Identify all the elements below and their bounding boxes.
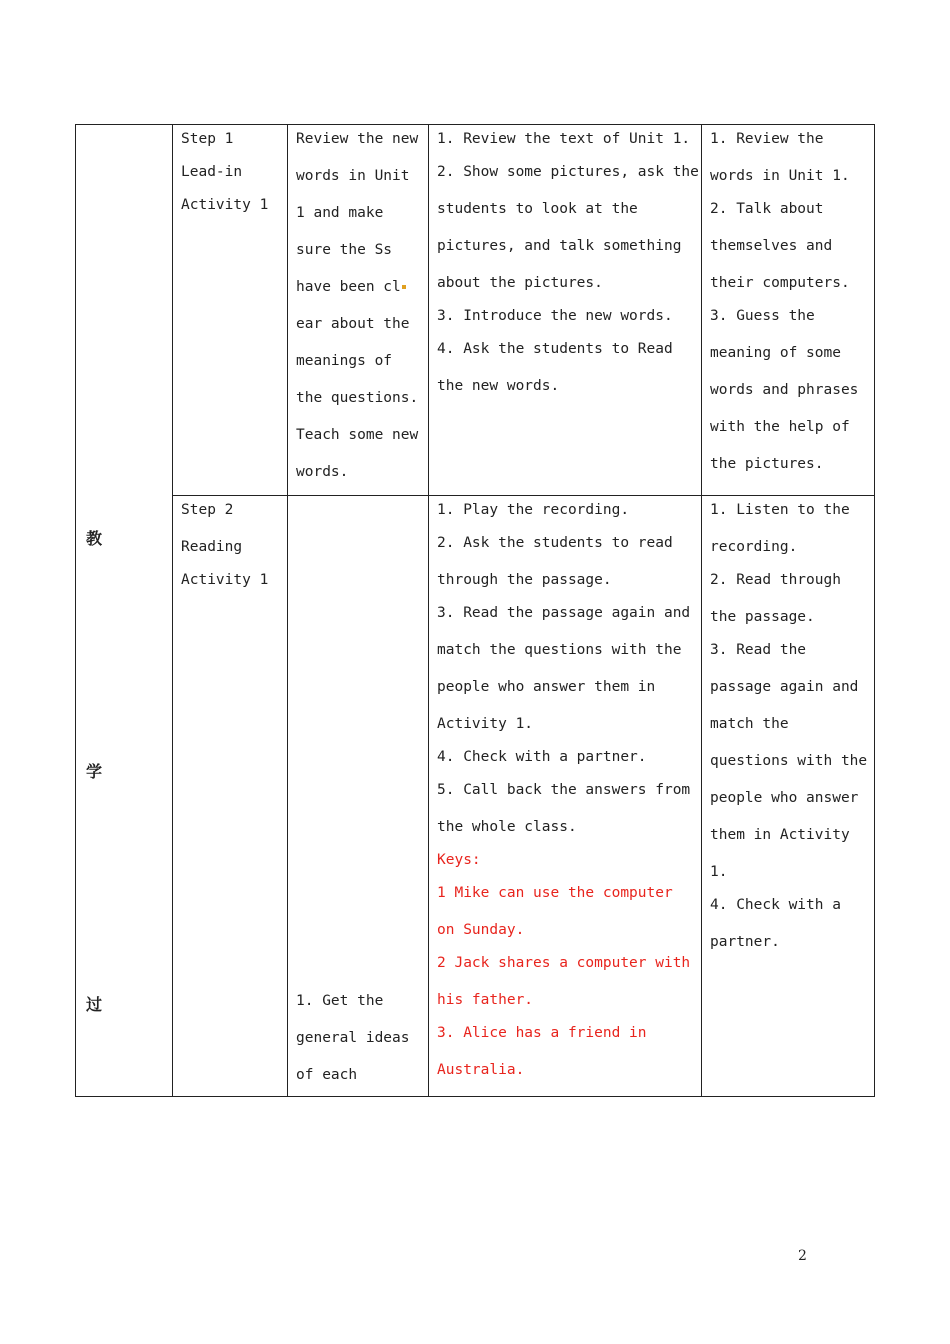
teacher-line: 2. Ask the students to read xyxy=(437,535,673,551)
aims-line: Teach some new xyxy=(296,427,419,443)
students-line: passage again and xyxy=(710,679,859,695)
teacher-line: pictures, and talk something xyxy=(437,238,682,254)
students-line: 1. Review the xyxy=(710,131,824,147)
side-label: 学 xyxy=(86,762,103,781)
column-divider xyxy=(701,125,702,1096)
column-divider xyxy=(287,125,288,1096)
step1-step-cell xyxy=(181,121,268,224)
students-line: 1. Listen to the xyxy=(710,502,850,518)
teacher-line: 1. Play the recording. xyxy=(437,502,630,518)
students-line: 3. Read the xyxy=(710,642,807,658)
aims-line: sure the Ss xyxy=(296,242,393,258)
key-line: 3. Alice has a friend in xyxy=(437,1025,647,1041)
students-line: them in Activity xyxy=(710,827,850,843)
students-line: 4. Check with a xyxy=(710,897,841,913)
step-title: Step 1 xyxy=(181,131,234,147)
step-title: Step 2 xyxy=(181,502,234,518)
step1-students-cell xyxy=(710,121,858,483)
aims-line: 1. Get the xyxy=(296,993,384,1009)
aims-line: words. xyxy=(296,464,349,480)
teacher-line: about the pictures. xyxy=(437,275,603,291)
students-line: 2. Read through xyxy=(710,572,841,588)
students-line: partner. xyxy=(710,934,780,950)
step2-step-cell xyxy=(181,492,268,599)
key-line: 2 Jack shares a computer with xyxy=(437,955,691,971)
aims-line: Review the new xyxy=(296,131,419,147)
students-line: 1. xyxy=(710,864,728,880)
students-line: the passage. xyxy=(710,609,815,625)
marker-dot xyxy=(402,285,406,289)
step2-aims-cell xyxy=(296,983,410,1094)
step-activity: Activity 1 xyxy=(181,197,269,213)
step2-teacher-cell xyxy=(437,492,690,1089)
aims-line: of each xyxy=(296,1067,358,1083)
teacher-line: students to look at the xyxy=(437,201,638,217)
teacher-line: 5. Call back the answers from xyxy=(437,782,691,798)
teacher-line: 4. Check with a partner. xyxy=(437,749,647,765)
students-line: 2. Talk about xyxy=(710,201,824,217)
aims-line: words in Unit xyxy=(296,168,410,184)
side-label: 教 xyxy=(86,529,103,548)
students-line: words in Unit 1. xyxy=(710,168,850,184)
aims-line xyxy=(296,269,418,306)
keys-heading: Keys: xyxy=(437,852,481,868)
students-line: their computers. xyxy=(710,275,850,291)
teacher-line: Activity 1. xyxy=(437,716,534,732)
students-line: people who answer xyxy=(710,790,859,806)
aims-text: have been cl xyxy=(296,279,401,295)
key-line: Australia. xyxy=(437,1062,525,1078)
key-line: on Sunday. xyxy=(437,922,525,938)
teacher-line: the new words. xyxy=(437,378,560,394)
students-line: 3. Guess the xyxy=(710,308,815,324)
column-divider xyxy=(172,125,173,1096)
teacher-line: 2. Show some pictures, ask the xyxy=(437,164,699,180)
teacher-line: match the questions with the xyxy=(437,642,682,658)
key-line: 1 Mike can use the computer xyxy=(437,885,673,901)
side-label: 过 xyxy=(86,995,103,1014)
students-line: words and phrases xyxy=(710,382,859,398)
students-line: with the help of xyxy=(710,419,850,435)
students-line: meaning of some xyxy=(710,345,841,361)
aims-line: general ideas xyxy=(296,1030,410,1046)
page-number: 2 xyxy=(798,1248,807,1264)
aims-line: meanings of xyxy=(296,353,393,369)
teacher-line: 3. Read the passage again and xyxy=(437,605,691,621)
step-name: Reading xyxy=(181,539,243,555)
teacher-line: the whole class. xyxy=(437,819,577,835)
aims-line: ear about the xyxy=(296,316,410,332)
step1-teacher-cell xyxy=(437,121,699,405)
teacher-line: people who answer them in xyxy=(437,679,656,695)
key-line: his father. xyxy=(437,992,534,1008)
aims-line: 1 and make xyxy=(296,205,384,221)
step-name: Lead-in xyxy=(181,164,243,180)
teacher-line: 3. Introduce the new words. xyxy=(437,308,673,324)
students-line: recording. xyxy=(710,539,798,555)
students-line: questions with the xyxy=(710,753,868,769)
step2-students-cell xyxy=(710,492,867,961)
students-line: themselves and xyxy=(710,238,833,254)
teacher-line: 4. Ask the students to Read xyxy=(437,341,673,357)
aims-line: the questions. xyxy=(296,390,419,406)
lesson-table xyxy=(75,124,875,1097)
teacher-line: 1. Review the text of Unit 1. xyxy=(437,131,691,147)
step1-aims-cell xyxy=(296,121,418,491)
students-line: the pictures. xyxy=(710,456,824,472)
column-divider xyxy=(428,125,429,1096)
students-line: match the xyxy=(710,716,789,732)
step-activity: Activity 1 xyxy=(181,572,269,588)
teacher-line: through the passage. xyxy=(437,572,612,588)
